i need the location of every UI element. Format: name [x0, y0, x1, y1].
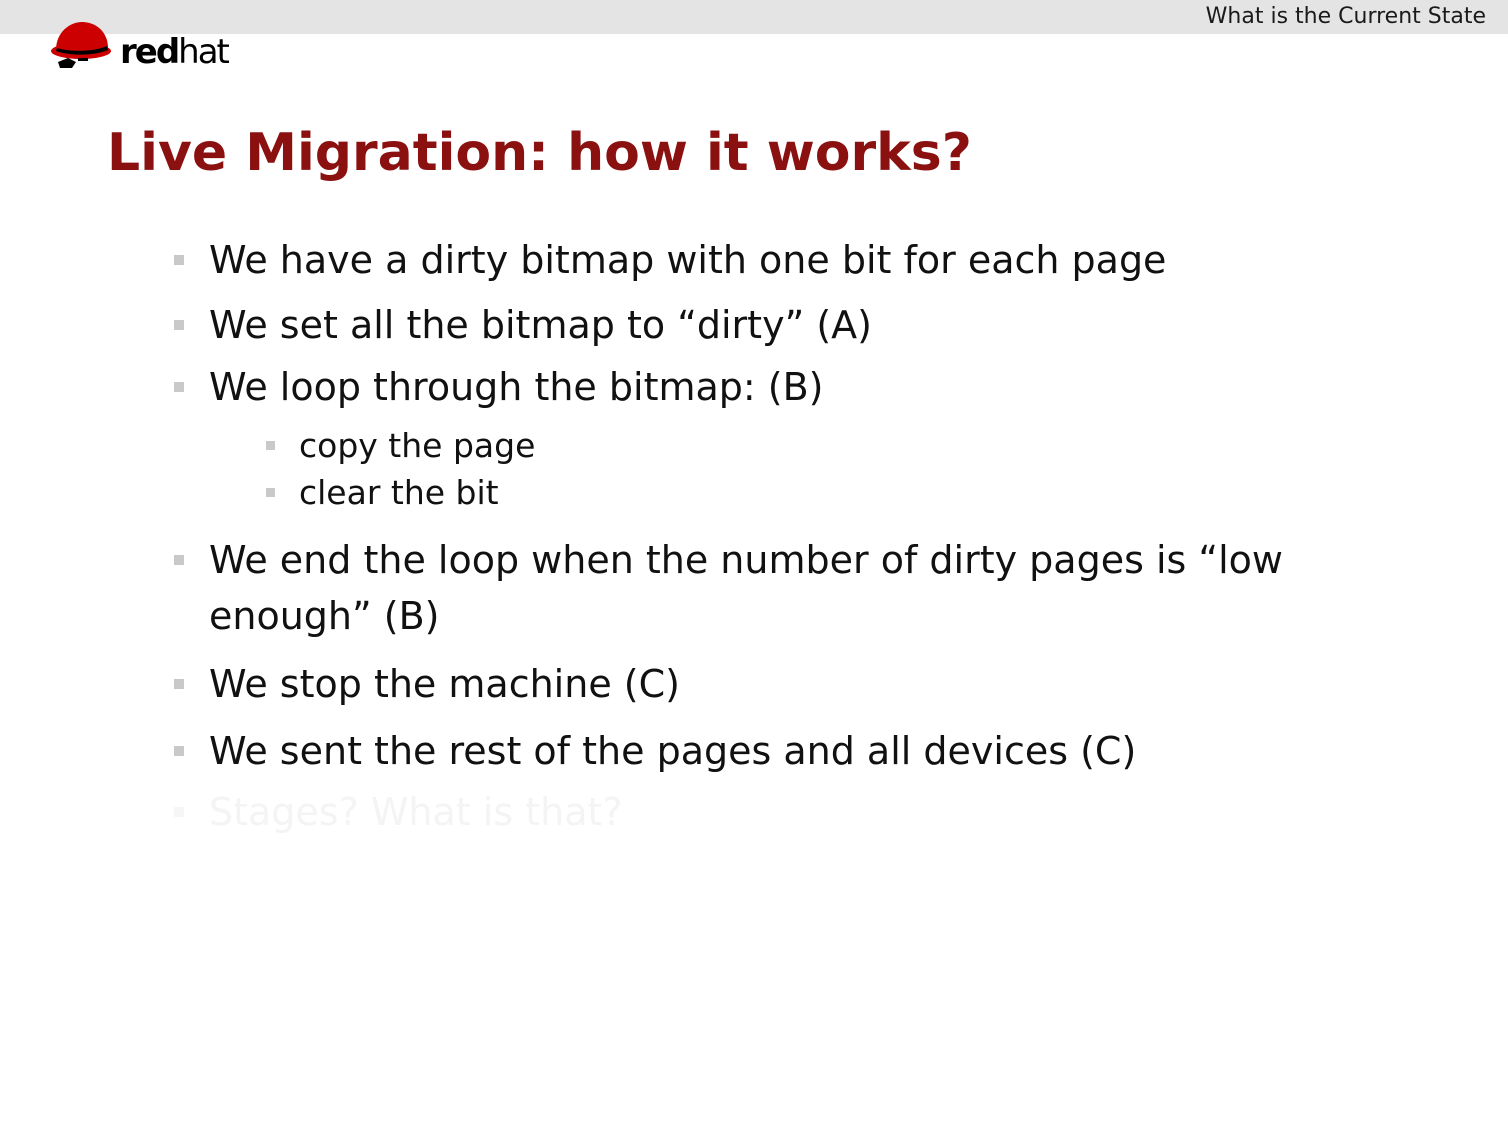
- bullet-item: [209, 359, 1329, 415]
- sub-bullet-item: [299, 470, 1199, 516]
- bullet-item: [209, 656, 1329, 712]
- bullet-text: We have a dirty bitmap with one bit for each page: [209, 238, 1167, 282]
- bullet-marker-icon: [174, 555, 184, 565]
- bullet-text: We stop the machine (C): [209, 662, 680, 706]
- sub-bullet-marker-icon: [266, 441, 275, 450]
- sub-bullet-text: copy the page: [299, 426, 536, 465]
- bullet-marker-icon: [174, 746, 184, 756]
- logo-wordmark: [120, 32, 228, 72]
- bullet-text: We set all the bitmap to “dirty” (A): [209, 303, 872, 347]
- bullet-item: [209, 297, 1329, 353]
- sub-bullet-text: clear the bit: [299, 473, 499, 512]
- bullet-text: We loop through the bitmap: (B): [209, 365, 824, 409]
- red-hat-logo: [48, 18, 238, 70]
- bullet-item: [209, 723, 1329, 779]
- red-hat-fedora-icon: [48, 18, 114, 70]
- bullet-marker-icon: [174, 382, 184, 392]
- section-title: What is the Current State: [1205, 4, 1486, 29]
- sub-bullet-marker-icon: [266, 488, 275, 497]
- bullet-marker-icon: [174, 320, 184, 330]
- bullet-item: [209, 232, 1329, 288]
- logo-text-hat: hat: [178, 32, 228, 72]
- logo-text-red: red: [120, 32, 179, 72]
- bullet-text: We sent the rest of the pages and all devices (C): [209, 729, 1137, 773]
- bullet-marker-icon: [174, 679, 184, 689]
- bullet-marker-icon: [174, 807, 184, 817]
- bullet-item: [209, 532, 1309, 644]
- bullet-item-hidden: [209, 784, 1329, 840]
- sub-bullet-item: [299, 423, 1199, 469]
- bullet-marker-icon: [174, 255, 184, 265]
- bullet-text: Stages? What is that?: [209, 790, 623, 834]
- bullet-text: We end the loop when the number of dirty pages is “low enough” (B): [209, 538, 1283, 638]
- slide-title: Live Migration: how it works?: [107, 123, 972, 183]
